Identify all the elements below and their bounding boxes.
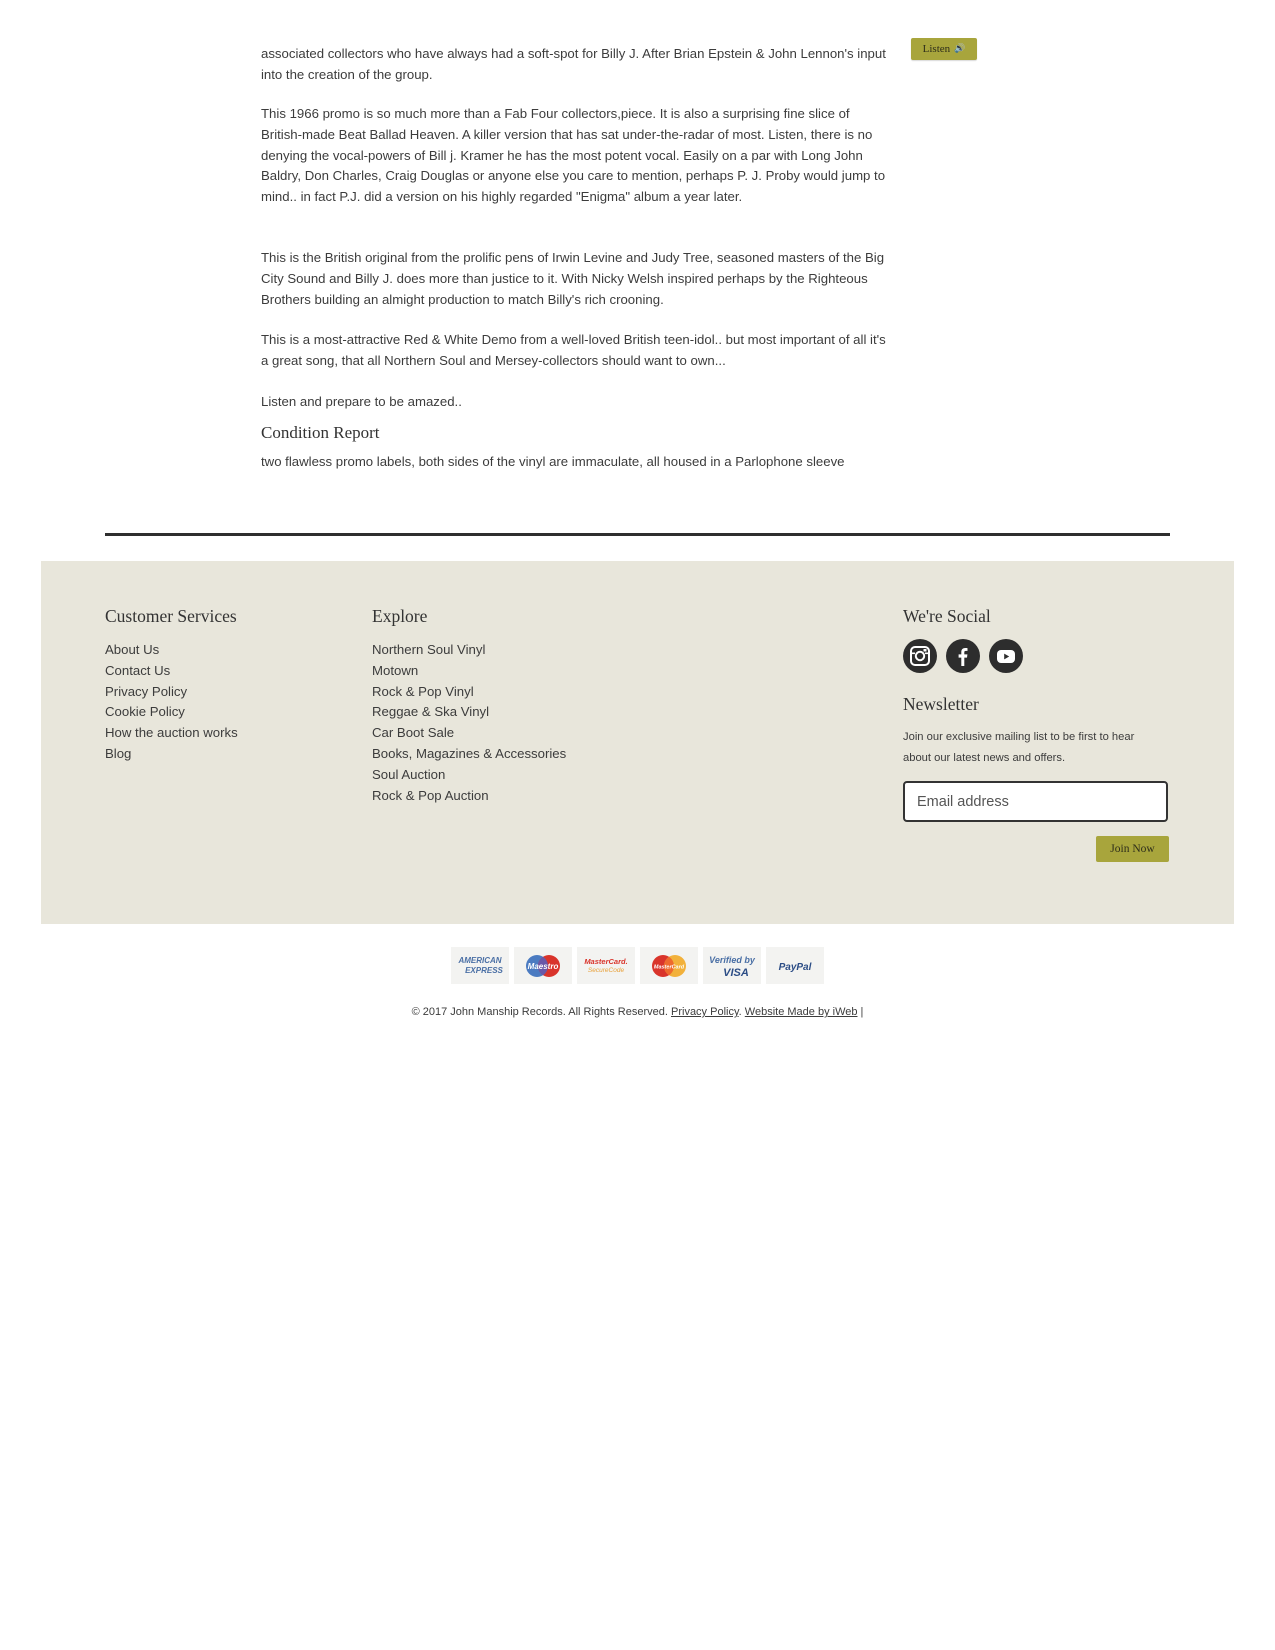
explore-links	[372, 640, 566, 806]
listen-label: Listen	[922, 43, 951, 55]
mastercard-icon	[640, 947, 698, 984]
maestro-icon	[514, 947, 572, 984]
condition-report-text: two flawless promo labels, both sides of the vinyl are immaculate, all housed in a Parlophone sleeve	[261, 454, 845, 469]
footer-link-car-boot-sale[interactable]: Car Boot Sale	[372, 725, 455, 741]
copyright-text: © 2017 John Manship Records. All Rights Reserved.	[411, 1006, 668, 1018]
newsletter-text: Join our exclusive mailing list to be first to hear about our latest news and offers.	[903, 731, 1135, 764]
footer-link-privacy-policy[interactable]: Privacy Policy	[105, 683, 188, 699]
verified-by-visa-icon	[703, 947, 761, 984]
mastercard-label: MasterCard	[653, 964, 685, 970]
privacy-policy-link[interactable]: Privacy Policy	[671, 1006, 739, 1018]
securecode-label-bottom: SecureCode	[587, 966, 625, 974]
amex-icon	[451, 947, 509, 984]
social-icons	[903, 639, 1023, 673]
maestro-label: Maestro	[527, 961, 559, 971]
description-paragraph: This is a most-attractive Red & White Demo from a well-loved British teen-idol.. but most important of all it's a great song, that all Northern Soul and Mersey-collectors should want to own...	[261, 332, 886, 368]
footer-link-cookie-policy[interactable]: Cookie Policy	[105, 704, 185, 720]
join-now-button[interactable]: Join Now	[1096, 836, 1169, 862]
instagram-icon[interactable]	[903, 639, 937, 673]
website-made-by-link[interactable]: Website Made by iWeb	[744, 1006, 858, 1018]
description-paragraph: associated collectors who have always had a soft-spot for Billy J. After Brian Epstein & John Lennon's input into the creation of the group.	[261, 46, 886, 82]
footer-link-auction-works[interactable]: How the auction works	[105, 725, 238, 741]
footer-link-rock-pop-auction[interactable]: Rock & Pop Auction	[372, 787, 489, 803]
footer-link-reggae-ska[interactable]: Reggae & Ska Vinyl	[372, 704, 490, 720]
footer-link-soul-auction[interactable]: Soul Auction	[372, 766, 446, 782]
description-paragraph: This is the British original from the prolific pens of Irwin Levine and Judy Tree, seasoned masters of the Big City Sound and Billy J. does more than justice to it. With Nicky Welsh inspired perhaps by the Righteous Brothers building an almight production to match Billy's rich crooning.	[261, 250, 885, 307]
paypal-label: PayPal	[778, 961, 812, 973]
speaker-icon: 🔊	[954, 44, 966, 54]
paypal-icon	[766, 947, 824, 984]
footer-link-contact-us[interactable]: Contact Us	[105, 662, 171, 678]
footer-link-books-magazines[interactable]: Books, Magazines & Accessories	[372, 745, 567, 761]
amex-label-top: AMERICAN	[458, 955, 502, 965]
newsletter-title: Newsletter	[903, 694, 979, 714]
listen-button[interactable]	[911, 38, 977, 60]
footer-link-northern-soul[interactable]: Northern Soul Vinyl	[372, 642, 486, 657]
description-paragraph: Listen and prepare to be amazed..	[261, 394, 462, 409]
facebook-icon[interactable]	[946, 639, 980, 673]
visa-label-bottom: VISA	[723, 966, 749, 979]
visa-label-top: Verified by	[709, 954, 755, 965]
youtube-icon[interactable]	[989, 639, 1023, 673]
footer-link-motown[interactable]: Motown	[372, 662, 419, 678]
copyright-trailing: |	[860, 1006, 864, 1018]
section-divider	[105, 533, 1170, 536]
copyright-bar	[0, 1006, 1275, 1018]
customer-services-title: Customer Services	[105, 606, 237, 626]
footer-link-rock-pop-vinyl[interactable]: Rock & Pop Vinyl	[372, 683, 474, 699]
social-title: We're Social	[903, 606, 991, 626]
explore-title: Explore	[372, 606, 428, 626]
condition-report-title: Condition Report	[261, 423, 380, 442]
customer-services-links	[105, 640, 238, 765]
copyright-separator: .	[738, 1006, 742, 1018]
amex-label-bottom: EXPRESS	[465, 965, 503, 975]
email-input[interactable]	[903, 781, 1168, 822]
description-paragraph: This 1966 promo is so much more than a Fab Four collectors,piece. It is also a surprising fine slice of British-made Beat Ballad Heaven. A killer version that has sat under-the-radar of most. Listen, there is no denying the vocal-powers of Bill j. Kramer he has the most potent vocal. Easily on a par with Long John Baldry, Don Charles, Craig Douglas or anyone else you care to mention, perhaps P. J. Proby would jump to mind.. in fact P.J. did a version on his highly regarded "Enigma" album a year later.	[261, 106, 886, 205]
footer-link-blog[interactable]: Blog	[105, 745, 132, 761]
mastercard-securecode-icon	[577, 947, 635, 984]
payment-methods	[451, 947, 824, 984]
footer-link-about-us[interactable]: About Us	[105, 642, 160, 657]
securecode-label-top: MasterCard.	[584, 956, 628, 966]
